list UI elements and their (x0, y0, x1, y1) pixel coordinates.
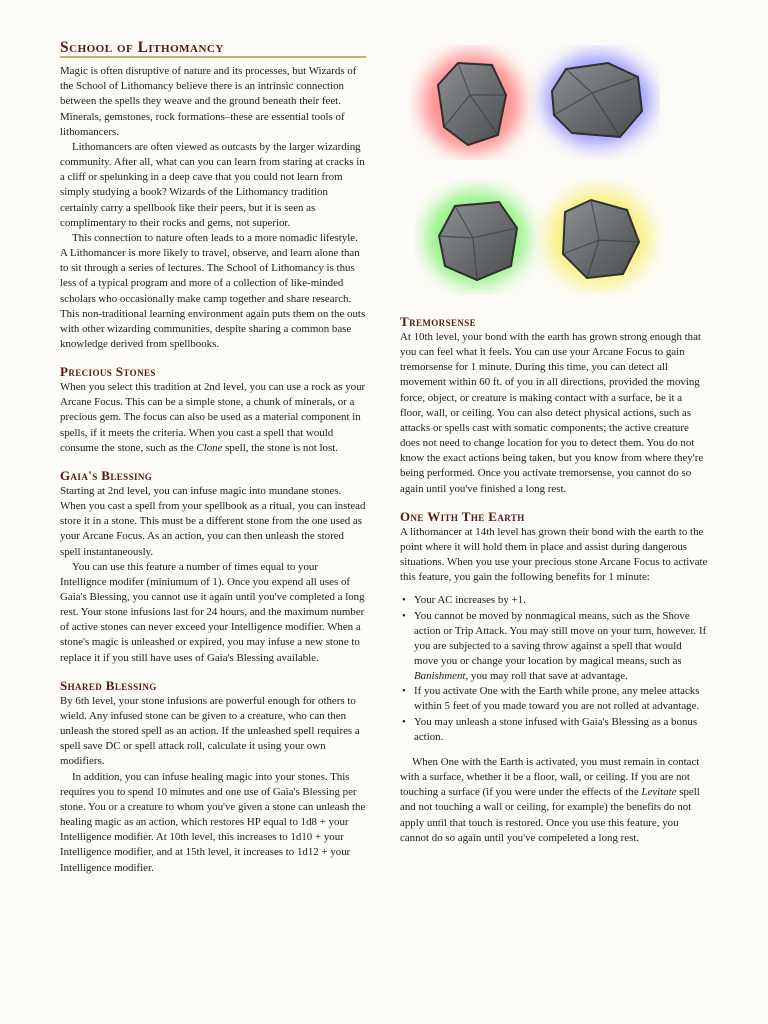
intro-paragraph-1: Magic is often disruptive of nature and its processes, but Wizards of the School of Lithomancy believe there is an intrinsic connection between the spells they weave and the ground beneath their feet. Minerals, gemstones, rock formations–these are essential tools of lithomancers. (60, 65, 357, 138)
one-with-the-earth-paragraph-2 (400, 755, 708, 846)
intro-paragraph-2: Lithomancers are often viewed as outcasts by the larger wizarding community. After all, what can you can learn from staring at cracks in a cliff or spelunking in a deep cave that you could not learn from simply studying a book? Wizards of the Lithomancy tradition certainly carry a spellbook like their peers, but it is seen as complimentary to their rocks and gems, not superior. (60, 140, 365, 229)
benefit-item-prone: • If you activate One with the Earth while prone, any melee attacks within 5 feet of you made toward you are not rolled at advantage. (414, 684, 708, 714)
red-glow-stone (410, 45, 540, 155)
yellow-glow-stone (535, 180, 665, 290)
bullet2-text-b: , you may roll that save at advantage. (465, 670, 628, 683)
right-column (400, 314, 708, 846)
one-with-the-earth-paragraph-1: A lithomancer at 14th level has grown their bond with the earth to the point where it will hold them in place and assist during dangerous situations. When you use your precious stone Arcane Focus to activate this feature, you gain the following benefits for 1 minute: (400, 525, 708, 584)
earth-p2-text-a: When One with the Earth is activated, you must remain in contact with a surface, whether it be a floor, wall, or ceiling. If you are not touching a surface (if you were under the effects of the (400, 755, 700, 799)
benefit-item-ac: • Your AC increases by +1. (414, 593, 708, 608)
tremorsense-heading: Tremorsense (400, 314, 477, 329)
shared-blessing-heading: Shared Blessing (60, 677, 157, 693)
benefit-item-bonus-action: • You may unleash a stone infused with Gaia's Blessing as a bonus action. (414, 715, 708, 745)
levitate-spell-name: Levitate (641, 786, 677, 799)
shared-blessing-paragraph-1: By 6th level, your stone infusions are powerful enough for others to wield. Any infused stone can be given to a creature, who can then unleash the stored spell as an action. If the unleashed spell requires a spell save DC or spell attack roll, calculate it using your own modifiers. (60, 694, 360, 768)
left-column (60, 40, 366, 876)
green-glow-stone (415, 180, 545, 290)
stones-illustration (410, 45, 710, 295)
earth-p2-text-b: spell and not touching a wall or ceiling, for example) the benefits do not apply until that touch is restored. Once you use this feature, you cannot do so again until you've compeleted a long rest. (400, 786, 700, 844)
gaias-blessing-heading: Gaia's Blessing (60, 467, 153, 483)
precious-stones-heading: Precious Stones (60, 364, 156, 380)
precious-text-b: spell, the stone is not lost. (222, 441, 338, 454)
clone-spell-name: Clone (196, 441, 223, 454)
intro-paragraph-3: This connection to nature often leads to a more nomadic lifestyle. A Lithomancer is more likely to travel, observe, and learn alone than to sit through a series of lectures. The School of Lithomancy is thus less of a typical program and more of a collection of like-minded scholars who occasionally make camp together and share research. This non-traditional learning environment again puts them on the outs with other wizarding communities, despite sharing a common base knowledge derived from spellbooks. (60, 231, 366, 350)
banishment-spell-name: Banishment (414, 670, 466, 683)
benefits-list (400, 593, 708, 745)
tremorsense-paragraph: At 10th level, your bond with the earth has grown strong enough that you can feel what it feels. You can use your Arcane Focus to gain tremorsense for 1 minute. During this time, you can detect all movement within 60 ft. of you in all directions, provided the moving force, object, or creature is making contact with a surface, be it a floor, wall, or ceiling. You can also detect physical actions, such as attacks or spells cast with somatic components; the active creature does not need to change location for you to detect them. You do not know the exact actions being taken, but you know from where they're being performed. Once you activate tremorsense, you cannot do so again until you've finished a long rest. (400, 331, 704, 495)
gaias-blessing-paragraph-1: Starting at 2nd level, you can infuse magic into mundane stones. When you cast a spell from your spellbook as a ritual, you can instead store it in a stone. This must be a different stone from the one used as your Arcane Focus. As an action, you can then unleash the stored spell instantaneously. (60, 484, 366, 558)
gaias-blessing-paragraph-2: You can use this feature a number of times equal to your Intellignce modifer (miniumum of 1). Once you expend all uses of Gaia's Blessing, you cannot use it again until you've completed a long rest. Your stone infusions last for 24 hours, and the maximum number of active stones can never exceed your Intelligence modifier. When a stone's magic is unleashed or expired, you may infuse a new stone to replace it if you still have uses of Gaia's Blessing available. (60, 560, 365, 664)
shared-blessing-paragraph-2: In addition, you can infuse healing magic into your stones. This requires you to spend 10 minutes and one use of Gaia's Blessing per stone. You or a creature to whom you've given a stone can unleash the healing magic as an action, which restores HP equal to 1d8 + your Intelligence modifier. At 10th level, this increases to 1d10 + your Intelligence modifier, and at 15th level, it increases to 1d12 + your Intelligence modifier. (60, 770, 366, 874)
bullet2-text-a: You cannot be moved by nonmagical means, such as the Shove action or Trip Attack. You may still move on your turn, however. If you are subjected to a saving throw against a spell that would move you or change your location by magical means, such as (414, 609, 707, 667)
benefit-item-immovable (414, 609, 708, 685)
page-title: School of Lithomancy (60, 40, 366, 58)
one-with-the-earth-heading: One With The Earth (400, 508, 525, 524)
blue-glow-stone (530, 45, 660, 155)
precious-text-a: When you select this tradition at 2nd level, you can use a rock as your Arcane Focus. This can be a simple stone, a chunk of minerals, or a precious gem. The focus can also be used as a material component in spells, if it meets the criteria. When you cast a spell that would consume the stone, such as the (60, 381, 366, 454)
precious-stones-paragraph (60, 380, 366, 456)
